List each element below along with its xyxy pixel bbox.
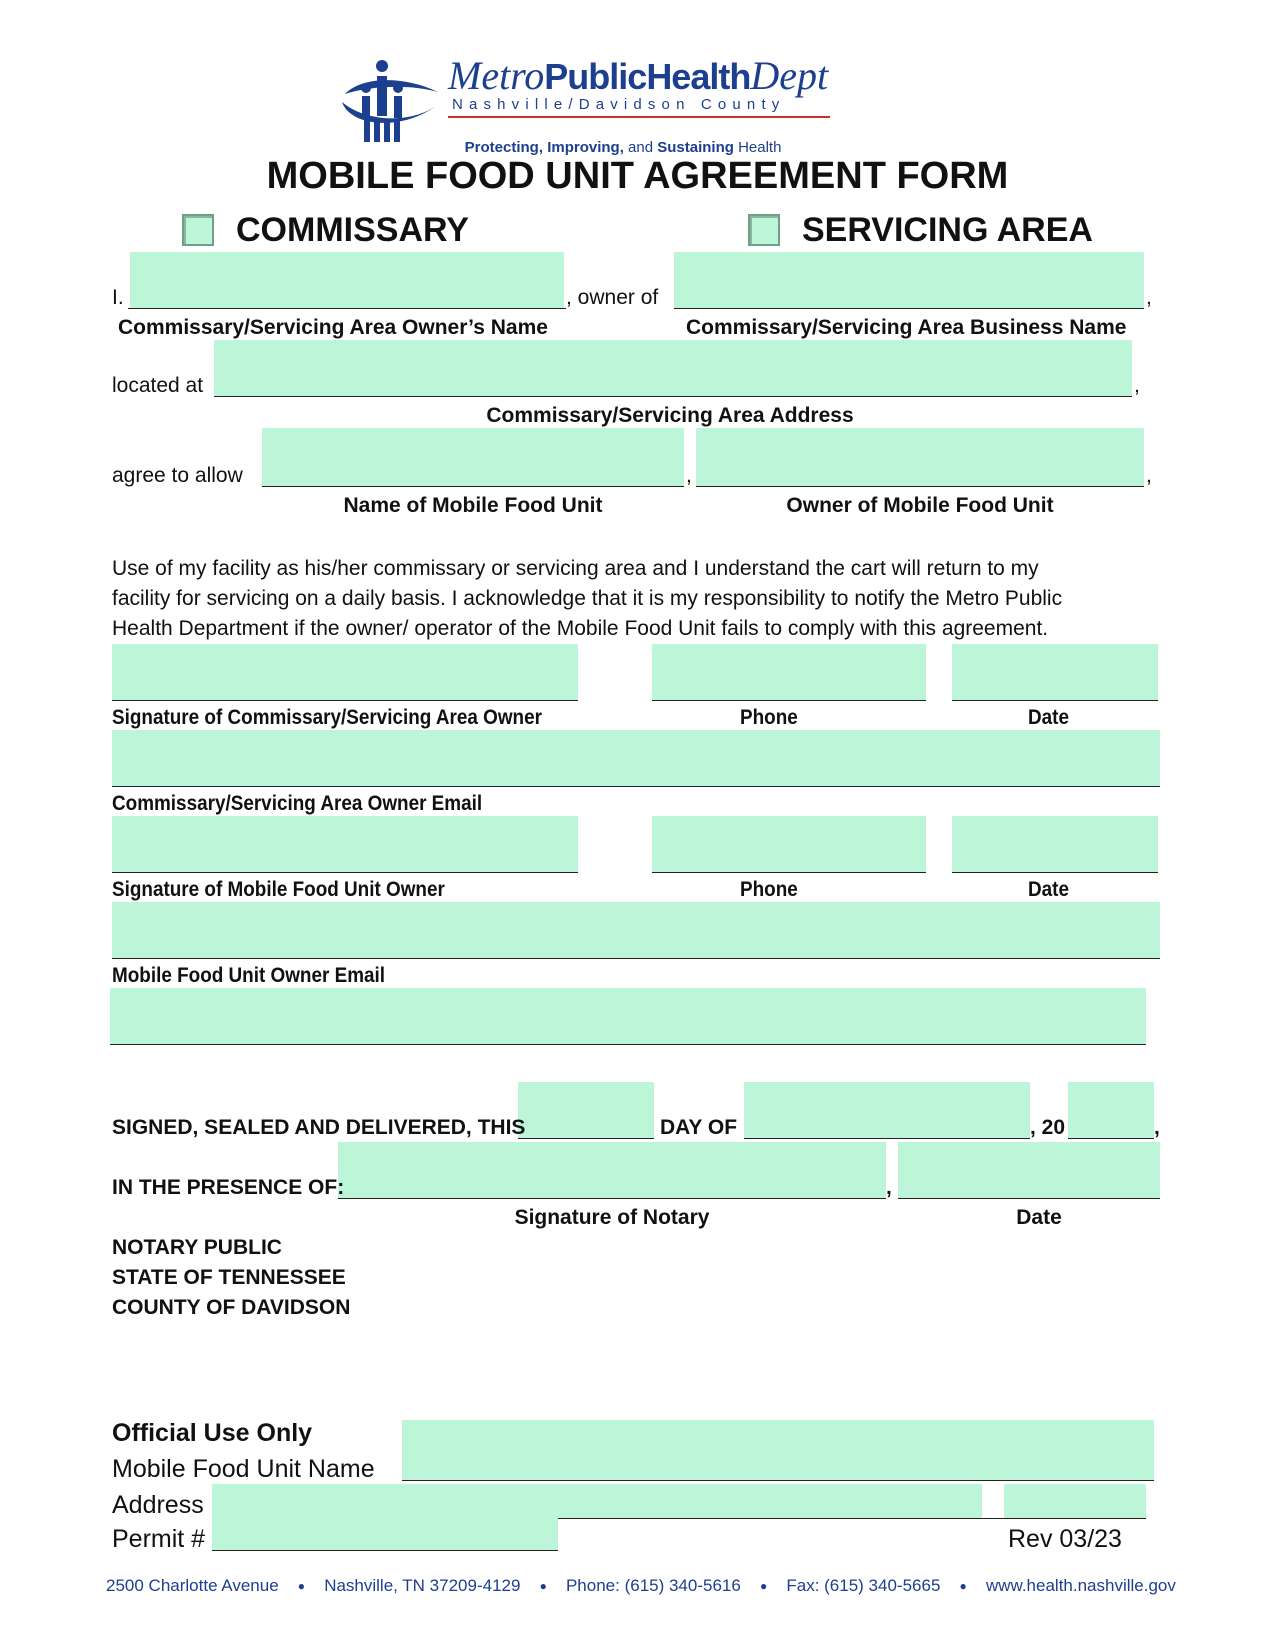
commissary-email-line <box>112 766 1160 787</box>
extra-field-line <box>110 1024 1146 1045</box>
day-of-text: DAY OF <box>660 1116 738 1139</box>
footer-address: 2500 Charlotte Avenue <box>106 1576 279 1595</box>
tagline-5: Health <box>738 139 782 156</box>
address-underline <box>214 376 1132 397</box>
line3-prefix: agree to allow <box>112 464 243 487</box>
unit-email-line <box>112 938 1160 959</box>
unit-name-underline <box>262 466 684 487</box>
paragraph-line-2: facility for servicing on a daily basis. I acknowledge that it is my responsibility to notify the Metro Public <box>112 587 1063 610</box>
logo-metro: Metro <box>448 53 545 98</box>
presence-text: IN THE PRESENCE OF: <box>112 1176 345 1199</box>
official-address-label: Address <box>112 1491 204 1519</box>
official-address-line <box>212 1498 1146 1519</box>
footer-bullet-1: ● <box>297 1579 306 1593</box>
address-label: Commissary/Servicing Area Address <box>486 404 854 427</box>
date-label-1: Date <box>1028 706 1069 729</box>
logo-subtitle: N a s h v i l l e / D a v i d s o n C o u n t y <box>452 96 781 113</box>
footer-bullet-2: ● <box>539 1579 547 1593</box>
commissary-signature-label: Signature of Commissary/Servicing Area Owner <box>112 706 542 729</box>
notary-signature-label: Signature of Notary <box>514 1206 710 1229</box>
footer-web-link[interactable]: www.health.nashville.gov <box>985 1576 1176 1595</box>
line2-prefix: located at <box>112 374 204 397</box>
footer <box>106 1576 1176 1596</box>
business-name-label: Commissary/Servicing Area Business Name <box>686 316 1127 339</box>
line3-comma-1: , <box>686 464 692 487</box>
commissary-email-label: Commissary/Servicing Area Owner Email <box>112 792 483 815</box>
people-building-icon <box>340 56 440 146</box>
year-comma: , <box>1154 1116 1160 1139</box>
footer-bullet-4: ● <box>959 1579 967 1593</box>
owner-name-underline <box>128 288 566 309</box>
notary-signature-line <box>338 1178 886 1199</box>
unit-date-line <box>952 852 1158 873</box>
county-text: COUNTY OF DAVIDSON <box>112 1296 351 1319</box>
phone-label-1: Phone <box>740 706 798 729</box>
commissary-signature-line <box>112 680 578 701</box>
unit-phone-line <box>652 852 926 873</box>
official-unit-name-line <box>402 1460 1154 1481</box>
state-text: STATE OF TENNESSEE <box>112 1266 346 1289</box>
line2-comma: , <box>1134 374 1140 397</box>
footer-bullet-3: ● <box>759 1579 768 1593</box>
day-line <box>518 1118 654 1139</box>
logo-rule <box>448 116 830 118</box>
unit-name-label: Name of Mobile Food Unit <box>343 494 603 517</box>
year-line <box>1068 1118 1154 1139</box>
servicing-area-checkbox[interactable] <box>748 214 780 246</box>
page-title: MOBILE FOOD UNIT AGREEMENT FORM <box>266 155 1009 197</box>
paragraph-line-3: Health Department if the owner/ operator of the Mobile Food Unit fails to comply with this agreement. <box>112 617 1049 640</box>
commissary-label: COMMISSARY <box>236 211 469 249</box>
agreement-paragraph <box>112 554 1162 644</box>
line1-prefix: I. <box>112 286 124 309</box>
logo-health: Health <box>646 56 751 97</box>
footer-phone: Phone: (615) 340-5616 <box>565 1576 741 1595</box>
logo-dept: Dept <box>750 53 829 98</box>
line3-comma-2: , <box>1146 464 1152 487</box>
logo-public: Public <box>544 56 647 97</box>
footer-city: Nashville, TN 37209-4129 <box>324 1576 521 1595</box>
tagline-1: Protecting, <box>464 139 548 156</box>
official-unit-name-label: Mobile Food Unit Name <box>112 1455 375 1483</box>
line1-middle: , owner of <box>566 286 659 309</box>
official-use-heading: Official Use Only <box>112 1419 313 1447</box>
notary-date-label: Date <box>1016 1206 1062 1229</box>
phone-label-2: Phone <box>740 878 798 901</box>
owner-name-label: Commissary/Servicing Area Owner’s Name <box>118 316 548 339</box>
commissary-checkbox[interactable] <box>182 214 214 246</box>
official-permit-line <box>212 1530 558 1551</box>
signed-sealed-text: SIGNED, SEALED AND DELIVERED, THIS <box>112 1116 526 1139</box>
month-line <box>744 1118 1030 1139</box>
unit-owner-underline <box>696 466 1144 487</box>
year-prefix-text: , 20 <box>1030 1116 1066 1139</box>
notary-public-text: NOTARY PUBLIC <box>112 1236 282 1259</box>
commissary-phone-line <box>652 680 926 701</box>
logo <box>340 53 880 156</box>
tagline-3: and <box>628 139 658 156</box>
tagline-2: Improving, <box>547 139 629 156</box>
notary-date-line <box>898 1178 1160 1199</box>
servicing-area-label: SERVICING AREA <box>802 211 1093 249</box>
unit-signature-label: Signature of Mobile Food Unit Owner <box>112 878 445 901</box>
revision-text: Rev 03/23 <box>1008 1525 1122 1553</box>
unit-email-label: Mobile Food Unit Owner Email <box>112 964 386 987</box>
footer-fax: Fax: (615) 340-5665 <box>786 1576 941 1595</box>
tagline-4: Sustaining <box>657 139 739 156</box>
commissary-date-line <box>952 680 1158 701</box>
official-permit-label: Permit # <box>112 1525 206 1553</box>
unit-signature-line <box>112 852 578 873</box>
business-name-underline <box>674 288 1144 309</box>
logo-wordmark <box>448 52 828 99</box>
line1-comma: , <box>1146 286 1152 309</box>
paragraph-line-1: Use of my facility as his/her commissary or servicing area and I understand the cart will return to my <box>112 557 1039 580</box>
presence-comma: , <box>886 1176 892 1199</box>
date-label-2: Date <box>1028 878 1069 901</box>
unit-owner-label: Owner of Mobile Food Unit <box>786 494 1054 517</box>
